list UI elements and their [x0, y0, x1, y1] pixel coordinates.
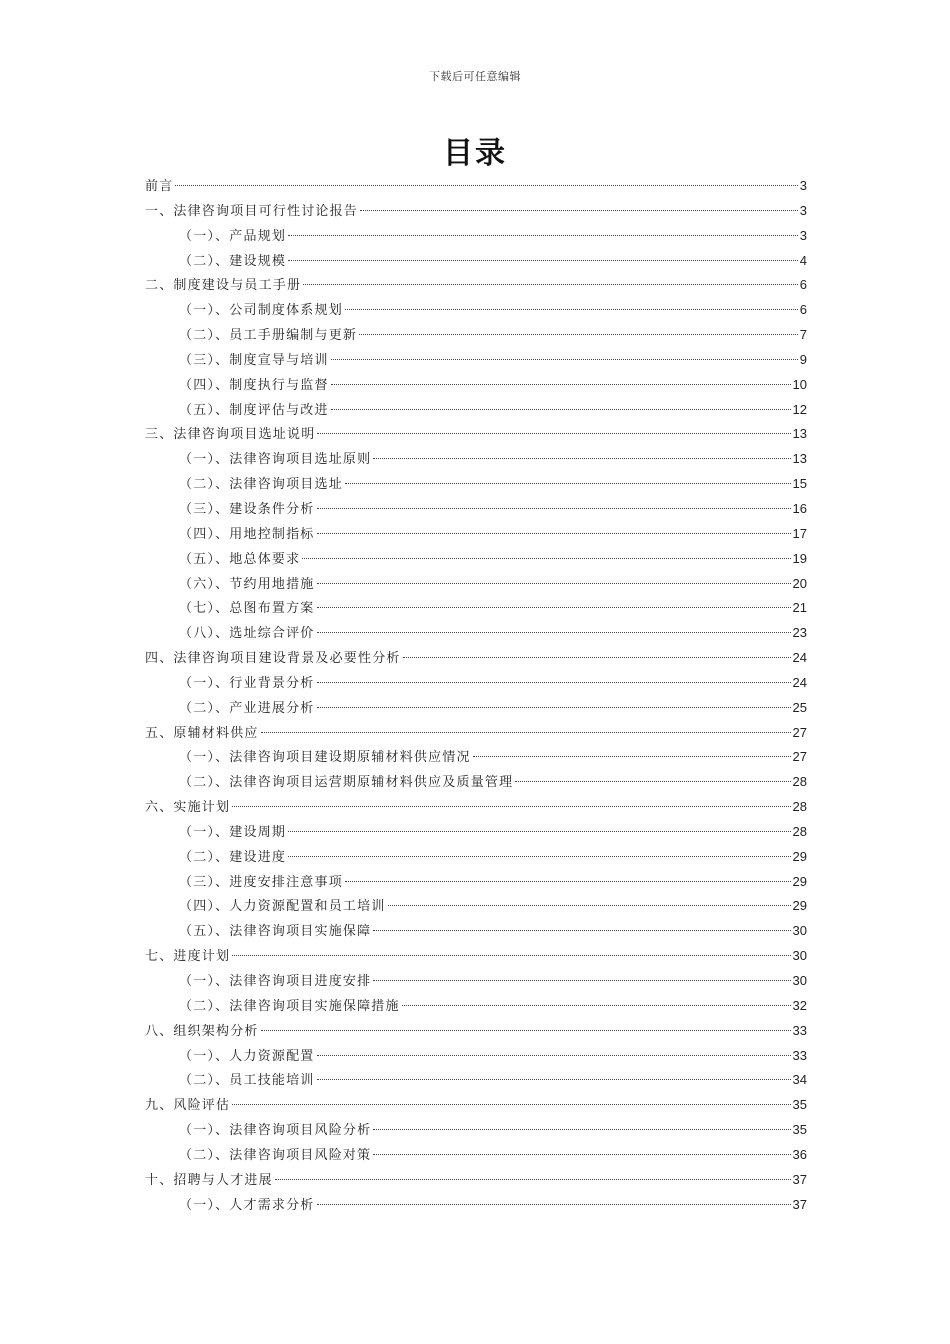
toc-chapter-entry[interactable]: [145, 944, 807, 969]
toc-section-entry[interactable]: [145, 497, 807, 522]
toc-entry-page-number: 10: [792, 376, 807, 392]
toc-dot-leader: [317, 682, 791, 683]
toc-entry-page-number: 30: [792, 973, 807, 988]
toc-dot-leader: [331, 384, 791, 385]
toc-dot-leader: [317, 632, 791, 633]
toc-entry-page-number: 23: [792, 625, 807, 641]
toc-entry-page-number: 29: [792, 873, 807, 889]
toc-entry-label: 前言: [145, 179, 174, 194]
toc-dot-leader: [403, 657, 791, 658]
toc-list: [145, 174, 807, 1217]
toc-chapter-entry[interactable]: [145, 174, 807, 199]
toc-section-entry[interactable]: [145, 348, 807, 373]
toc-section-entry[interactable]: [145, 596, 807, 621]
toc-section-entry[interactable]: [145, 472, 807, 497]
toc-section-entry[interactable]: [145, 1193, 807, 1218]
toc-entry-page-number: 33: [792, 1047, 807, 1063]
toc-chapter-entry[interactable]: [145, 199, 807, 224]
toc-section-entry[interactable]: [145, 1068, 807, 1093]
toc-entry-label: （四）、制度执行与监督: [179, 377, 329, 393]
toc-section-entry[interactable]: [145, 969, 807, 994]
toc-entry-page-number: 30: [792, 923, 807, 939]
toc-section-entry[interactable]: [145, 224, 807, 249]
toc-section-entry[interactable]: [145, 870, 807, 895]
toc-entry-label: （二）、建设进度: [179, 849, 287, 865]
toc-entry-page-number: 30: [792, 948, 807, 964]
toc-entry-page-number: 9: [799, 351, 807, 367]
toc-dot-leader: [331, 409, 791, 410]
toc-dot-leader: [317, 433, 790, 434]
toc-entry-label: （二）、员工手册编制与更新: [179, 328, 358, 344]
toc-dot-leader: [288, 235, 798, 236]
toc-section-entry[interactable]: [145, 323, 807, 348]
toc-section-entry[interactable]: [145, 994, 807, 1019]
toc-chapter-entry[interactable]: [145, 1093, 807, 1118]
toc-entry-page-number: 13: [792, 426, 807, 442]
toc-entry-page-number: 4: [799, 252, 807, 268]
toc-entry-label: （一）、法律咨询项目进度安排: [179, 974, 372, 989]
toc-entry-page-number: 37: [792, 1196, 807, 1212]
toc-entry-page-number: 27: [792, 749, 807, 765]
toc-dot-leader: [373, 458, 790, 459]
toc-entry-label: （三）、建设条件分析: [179, 501, 315, 517]
toc-chapter-entry[interactable]: [145, 422, 807, 447]
toc-entry-page-number: 19: [792, 550, 807, 566]
toc-entry-label: （二）、法律咨询项目运营期原辅材料供应及质量管理: [179, 775, 514, 791]
toc-section-entry[interactable]: [145, 1044, 807, 1069]
toc-entry-label: 二、制度建设与员工手册: [145, 278, 302, 294]
toc-entry-label: （二）、员工技能培训: [179, 1073, 315, 1089]
toc-dot-leader: [261, 732, 791, 733]
toc-entry-label: 六、实施计划: [145, 800, 231, 816]
toc-entry-label: 三、法律咨询项目选址说明: [145, 427, 316, 443]
toc-entry-label: （四）、用地控制指标: [179, 526, 315, 542]
toc-dot-leader: [345, 483, 791, 484]
toc-dot-leader: [317, 533, 791, 534]
toc-dot-leader: [388, 905, 791, 906]
toc-entry-label: （四）、人力资源配置和员工培训: [179, 899, 386, 915]
toc-dot-leader: [317, 1079, 791, 1080]
toc-section-entry[interactable]: [145, 447, 807, 472]
toc-entry-label: （三）、进度安排注意事项: [179, 874, 343, 890]
toc-section-entry[interactable]: [145, 298, 807, 323]
toc-chapter-entry[interactable]: [145, 273, 807, 298]
toc-entry-page-number: 12: [792, 401, 807, 417]
header-note: 下载后可任意编辑: [429, 70, 521, 83]
toc-entry-page-number: 37: [792, 1171, 807, 1187]
toc-dot-leader: [317, 1204, 791, 1205]
toc-section-entry[interactable]: [145, 845, 807, 870]
toc-chapter-entry[interactable]: [145, 1019, 807, 1044]
toc-dot-leader: [317, 583, 791, 584]
toc-entry-label: （一）、公司制度体系规划: [179, 303, 343, 319]
toc-dot-leader: [261, 1030, 791, 1031]
toc-entry-page-number: 3: [799, 202, 807, 218]
toc-dot-leader: [232, 806, 790, 807]
toc-section-entry[interactable]: [145, 671, 807, 696]
toc-entry-page-number: 3: [799, 227, 807, 243]
toc-section-entry[interactable]: [145, 1118, 807, 1143]
toc-section-entry[interactable]: [145, 820, 807, 845]
toc-entry-label: （一）、人才需求分析: [179, 1197, 315, 1213]
toc-entry-label: （一）、行业背景分析: [179, 675, 315, 691]
toc-dot-leader: [345, 881, 791, 882]
toc-entry-label: 一、法律咨询项目可行性讨论报告: [145, 203, 359, 219]
toc-entry-page-number: 35: [792, 1122, 807, 1138]
toc-entry-page-number: 6: [799, 277, 807, 293]
toc-dot-leader: [373, 980, 790, 981]
toc-section-entry[interactable]: [145, 522, 807, 547]
toc-entry-label: （五）、法律咨询项目实施保障: [179, 924, 372, 940]
toc-entry-page-number: 34: [792, 1072, 807, 1088]
toc-entry-page-number: 17: [792, 525, 807, 541]
toc-entry-label: （七）、总图布置方案: [179, 601, 315, 617]
toc-dot-leader: [275, 1179, 791, 1180]
toc-entry-label: 四、法律咨询项目建设背景及必要性分析: [145, 651, 401, 667]
toc-entry-label: （一）、法律咨询项目建设期原辅材料供应情况: [179, 750, 471, 766]
toc-entry-page-number: 25: [792, 699, 807, 715]
toc-section-entry[interactable]: [145, 1143, 807, 1168]
toc-dot-leader: [317, 1055, 791, 1056]
toc-dot-leader: [302, 558, 790, 559]
toc-dot-leader: [331, 359, 798, 360]
toc-entry-page-number: 16: [792, 500, 807, 516]
toc-entry-label: （五）、地总体要求: [179, 551, 301, 567]
toc-dot-leader: [360, 210, 798, 211]
toc-dot-leader: [317, 607, 791, 608]
toc-entry-page-number: 15: [792, 476, 807, 492]
toc-entry-page-number: 7: [799, 327, 807, 343]
toc-entry-page-number: 21: [792, 600, 807, 616]
toc-entry-label: （二）、产业进展分析: [179, 700, 315, 716]
toc-dot-leader: [303, 284, 798, 285]
toc-entry-page-number: 32: [792, 997, 807, 1013]
toc-entry-label: （三）、制度宣导与培训: [179, 352, 329, 368]
toc-entry-label: （二）、建设规模: [179, 253, 287, 269]
toc-dot-leader: [373, 1154, 790, 1155]
toc-entry-label: 九、风险评估: [145, 1098, 231, 1114]
toc-section-entry[interactable]: [145, 696, 807, 721]
toc-entry-page-number: 35: [792, 1097, 807, 1113]
toc-entry-label: （一）、建设周期: [179, 824, 287, 840]
toc-section-entry[interactable]: [145, 249, 807, 274]
toc-dot-leader: [288, 260, 798, 261]
toc-entry-page-number: 33: [792, 1022, 807, 1038]
toc-section-entry[interactable]: [145, 919, 807, 944]
toc-entry-page-number: 28: [792, 823, 807, 839]
toc-dot-leader: [515, 781, 790, 782]
toc-section-entry[interactable]: [145, 398, 807, 423]
toc-title: 目录: [443, 136, 507, 171]
toc-section-entry[interactable]: [145, 373, 807, 398]
toc-dot-leader: [345, 309, 798, 310]
toc-dot-leader: [373, 930, 790, 931]
toc-entry-page-number: 29: [792, 848, 807, 864]
toc-entry-label: （八）、选址综合评价: [179, 626, 315, 642]
toc-entry-label: （一）、产品规划: [179, 228, 287, 244]
toc-entry-label: （一）、人力资源配置: [179, 1048, 315, 1064]
toc-entry-label: （二）、法律咨询项目风险对策: [179, 1147, 372, 1163]
toc-entry-label: 八、组织架构分析: [145, 1023, 259, 1039]
toc-entry-page-number: 20: [792, 575, 807, 591]
toc-section-entry[interactable]: [145, 894, 807, 919]
toc-entry-page-number: 28: [792, 799, 807, 815]
toc-dot-leader: [232, 1104, 790, 1105]
toc-dot-leader: [373, 1129, 790, 1130]
toc-section-entry[interactable]: [145, 621, 807, 646]
toc-section-entry[interactable]: [145, 572, 807, 597]
toc-section-entry[interactable]: [145, 745, 807, 770]
toc-chapter-entry[interactable]: [145, 646, 807, 671]
toc-entry-label: （一）、法律咨询项目选址原则: [179, 452, 372, 468]
toc-chapter-entry[interactable]: [145, 1168, 807, 1193]
toc-entry-page-number: 27: [792, 724, 807, 740]
toc-chapter-entry[interactable]: [145, 795, 807, 820]
toc-dot-leader: [317, 508, 791, 509]
toc-chapter-entry[interactable]: [145, 721, 807, 746]
toc-dot-leader: [288, 856, 790, 857]
toc-entry-label: 五、原辅材料供应: [145, 725, 259, 741]
toc-entry-page-number: 36: [792, 1146, 807, 1162]
toc-entry-label: （六）、节约用地措施: [179, 576, 315, 592]
toc-entry-label: （二）、法律咨询项目实施保障措施: [179, 998, 400, 1014]
toc-entry-label: （二）、法律咨询项目选址: [179, 477, 343, 493]
toc-entry-page-number: 24: [792, 674, 807, 690]
toc-dot-leader: [175, 185, 797, 186]
toc-dot-leader: [232, 955, 790, 956]
toc-dot-leader: [317, 707, 791, 708]
toc-entry-page-number: 13: [792, 451, 807, 467]
toc-entry-page-number: 6: [799, 302, 807, 318]
toc-entry-page-number: 24: [792, 650, 807, 666]
toc-dot-leader: [359, 334, 798, 335]
toc-section-entry[interactable]: [145, 770, 807, 795]
toc-dot-leader: [402, 1005, 791, 1006]
toc-entry-page-number: 3: [799, 178, 807, 193]
toc-entry-page-number: 28: [792, 774, 807, 790]
toc-entry-label: 七、进度计划: [145, 949, 231, 965]
toc-dot-leader: [288, 831, 790, 832]
toc-entry-label: （一）、法律咨询项目风险分析: [179, 1123, 372, 1139]
toc-entry-page-number: 29: [792, 898, 807, 914]
toc-entry-label: 十、招聘与人才进展: [145, 1172, 273, 1188]
toc-dot-leader: [473, 756, 791, 757]
toc-section-entry[interactable]: [145, 547, 807, 572]
toc-entry-label: （五）、制度评估与改进: [179, 402, 329, 418]
